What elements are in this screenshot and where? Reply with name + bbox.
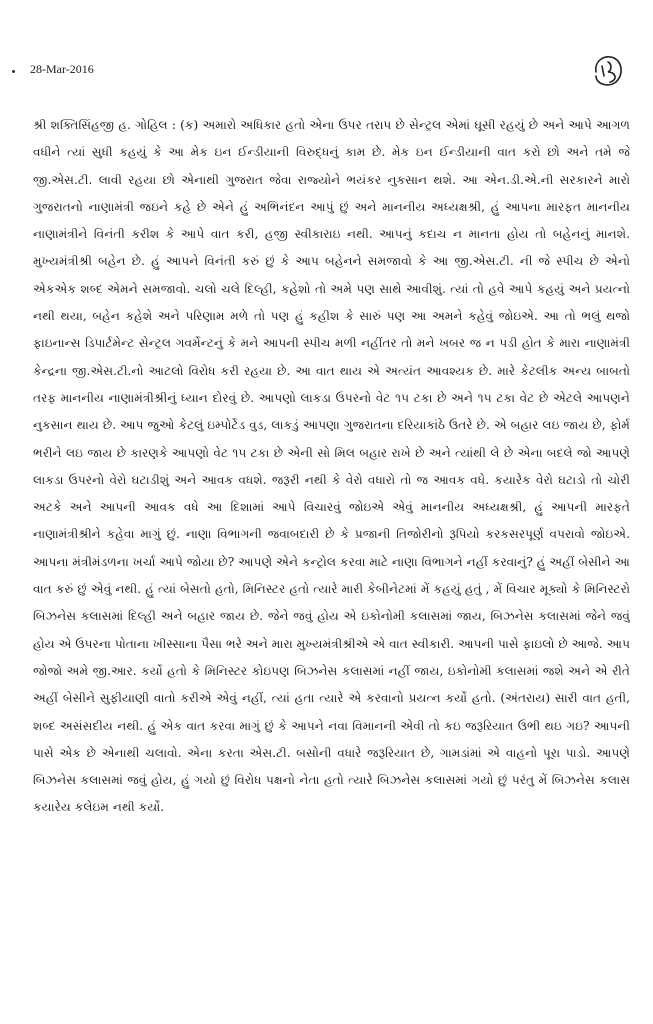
- handwritten-page-number: [590, 50, 630, 90]
- scan-dot: [12, 70, 15, 73]
- speech-paragraph: શ્રી શક્તિસિંહજી હ. ગોહિલ : (ક) અમારો અધિકાર હતો એના ઉપર તરાપ છે સેન્ટ્રલ એમાં ઘૂસી રહયું છે અને આપે આગળ વધીને ત્યાં સુધી કહયું કે આ મેક ઇન ઈન્ડીયાની વિરુદ્ધનું કામ છે. મેક ઇન ઈન્ડીયાની વાત કરો છો અને તમે જે જી.એસ.ટી. લાવી રહયા છો એનાથી ગુજરાત જેવા રાજ્યોને ભયંકર નુકસાન થશે. આ એન.ડી.એ.ની સરકારને મારો ગુજરાતનો નાણામંત્રી જઇને કહે છે એને હું અભિનંદન આપું છું અને માનનીય અધ્યક્ષશ્રી, હું આપના મારફત માનનીય નાણામંત્રીને વિનંતી કરીશ કે આપે વાત કરી, હજી સ્વીકારાઇ નથી. આપનું કદાચ ન માનતા હોય તો બહેનનું માનશે. મુખ્યમંત્રીશ્રી બહેન છે. હું આપને વિનંતી કરું છું કે આપ બહેનને સમજાવો કે આ જી.એસ.ટી. ની જે સ્પીચ છે એનો એકએક શબ્દ એમને સમજાવો. ચલો ચલે દિલ્હી, કહેશો તો અમે પણ સાથે આવીશું. ત્યાં તો હવે આપે કહયું અને પ્રયત્નો નથી થયા, બહેન કહેશે અને પરિણામ મળે તો પણ હું કહીશ કે સારું પણ આ અમને કહેવું જોઇએ. આ તો ભલું થજો ફાઇનાન્સ ડિપાર્ટમેન્ટ સેન્ટ્રલ ગવર્મેન્ટનું કે મને આપની સ્પીચ મળી નહીંતર તો મને ખબર જ ન પડી હોત કે મારા નાણામંત્રી કેન્દ્રના જી.એસ.ટી.નો આટલો વિરોધ કરી રહયા છે. આ વાત થાય એ અત્યંત આવશ્યક છે. મારે કેટલીક અન્ય બાબતો તરફ માનનીય નાણામંત્રીશ્રીનું ધ્યાન દોરવું છે. આપણો લાકડા ઉપરનો વેટ ૧૫ ટકા છે અને ૧૫ ટકા વેટ છે એટલે આપણને નુકસાન થાય છે. આપ જુઓ કેટલું ઇમ્પોર્ટેડ વુડ, લાકડું આપણા ગુજરાતના દરિયાકાંઠે ઉતરે છે. એ બહાર લઇ જાય છે, ફોર્મ ભરીને લઇ જાય છે કારણકે આપણો વેટ ૧૫ ટકા છે એની સો મિલ બહાર રાખે છે અને ત્યાંથી લે છે એના બદલે જો આપણે લાકડા ઉપરનો વેરો ઘટાડીશું અને આવક વધશે. જરૂરી નથી કે વેરો વધારો તો જ આવક વધે. કયારેક વેરો ઘટાડો તો ચોરી અટકે અને આપની આવક વધે આ દિશામાં આપે વિચારવું જોઇએ એવું માનનીય અધ્યક્ષશ્રી, હું આપની મારફતે નાણામંત્રીશ્રીને કહેવા માગું છું. નાણા વિભાગની જવાબદારી છે કે પ્રજાની તિજોરીનો રૂપિયો કરકસરપૂર્ણ વપરાવો જોઇએ. આપના મંત્રીમંડળના ખર્ચા આપે જોયા છે? આપણે એને કન્ટ્રોલ કરવા માટે નાણા વિભાગને નહીં કરવાનું? હું અહીં બેસીને આ વાત કરું છું એવું નથી. હું ત્યાં બેસતો હતો, મિનિસ્ટર હતો ત્યારે મારી કેબીનેટમાં મેં કહયું હતું , મેં વિચાર મૂક્યો કે મિનિસ્ટરો બિઝનેસ કલાસમાં દિલ્હી અને બહાર જાય છે. જેને જવું હોય એ ઇકોનોમી કલાસમાં જાય, બિઝનેસ કલાસમાં જેને જવું હોય એ ઉપરના પોતાના ખીસ્સાના પૈસા ભરે અને મારા મુખ્યમંત્રીશ્રીએ એ વાત સ્વીકારી. આપની પાસે ફાઇલો છે આજે. આપ જોજો અમે જી.આર. કર્યો હતો કે મિનિસ્ટર કોઇપણ બિઝનેસ કલાસમાં નહીં જાય, ઇકોનોમી કલાસમાં જશે અને એ રીતે અહીં બેસીને સુફીયાણી વાતો કરીએ એવું નહીં, ત્યાં હતા ત્યારે એ કરવાનો પ્રયત્ન કર્યો હતો. (અંતરાય) સારી વાત હતી, શબ્દ અસંસદીય નથી. હું એક વાત કરવા માગું છું કે આપને નવા વિમાનની એવી તો કઇ જરૂરિયાત ઉભી થઇ ગઇ? આપની પાસે એક છે એનાથી ચલાવો. એના કરતા એસ.ટી. બસોની વધારે જરૂરિયાત છે, ગામડાંમાં એ વાહનો પૂરા પાડો. આપણે બિઝનેસ કલાસમાં જવું હોય, હું ગયો છું વિરોધ પક્ષનો નેતા હતો ત્યારે બિઝનેસ કલાસમાં ગયો છું પરંતુ મેં બિઝનેસ કલાસ કયારેય કલેઇમ નથી કર્યો.: [33, 118, 630, 815]
- document-date: 28-Mar-2016: [30, 62, 94, 76]
